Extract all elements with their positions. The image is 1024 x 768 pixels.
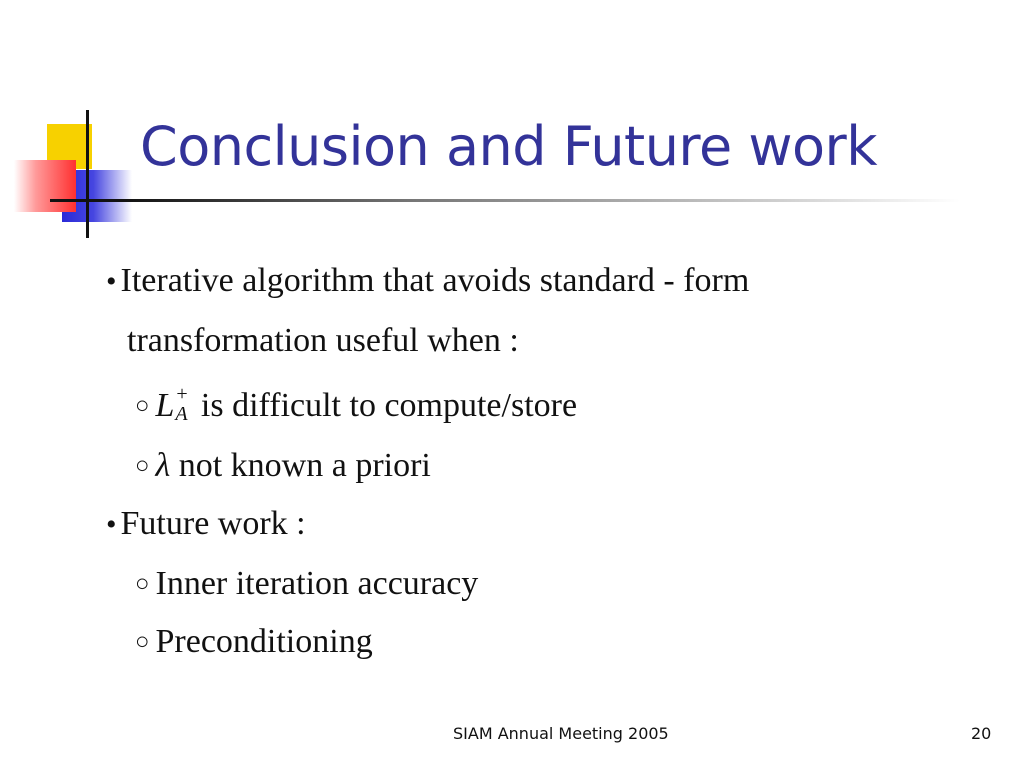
math-symbol: L (155, 387, 175, 424)
hollow-circle-bullet-icon: ○ (135, 629, 150, 655)
filled-dot-bullet-icon: • (106, 265, 117, 298)
sub-bullet-text: is difficult to compute/store (200, 387, 578, 424)
filled-dot-bullet-icon: • (106, 508, 117, 541)
hollow-circle-bullet-icon: ○ (135, 453, 150, 479)
bullet-item (106, 261, 749, 302)
page-number: 20 (971, 724, 992, 743)
bullet-item (106, 504, 306, 545)
math-superscript: + (176, 383, 188, 405)
sub-bullet-text: Preconditioning (155, 623, 373, 660)
hollow-circle-bullet-icon: ○ (135, 571, 150, 597)
math-scripts (174, 383, 192, 426)
math-subscript: A (175, 403, 188, 425)
bullet-text: Future work : (120, 505, 306, 542)
footer-text: SIAM Annual Meeting 2005 (453, 724, 669, 743)
slide-title: Conclusion and Future work (140, 115, 878, 178)
math-symbol: λ (155, 447, 171, 484)
sub-bullet-item (135, 383, 578, 426)
sub-bullet-item (135, 446, 431, 486)
sub-bullet-item (135, 564, 478, 604)
sub-bullet-item (135, 622, 373, 662)
bullet-continuation: transformation useful when : (127, 322, 519, 359)
sub-bullet-text: not known a priori (178, 447, 431, 484)
bullet-text: Iterative algorithm that avoids standard - form (120, 262, 750, 299)
sub-bullet-text: Inner iteration accuracy (155, 565, 479, 602)
hollow-circle-bullet-icon: ○ (135, 393, 150, 419)
